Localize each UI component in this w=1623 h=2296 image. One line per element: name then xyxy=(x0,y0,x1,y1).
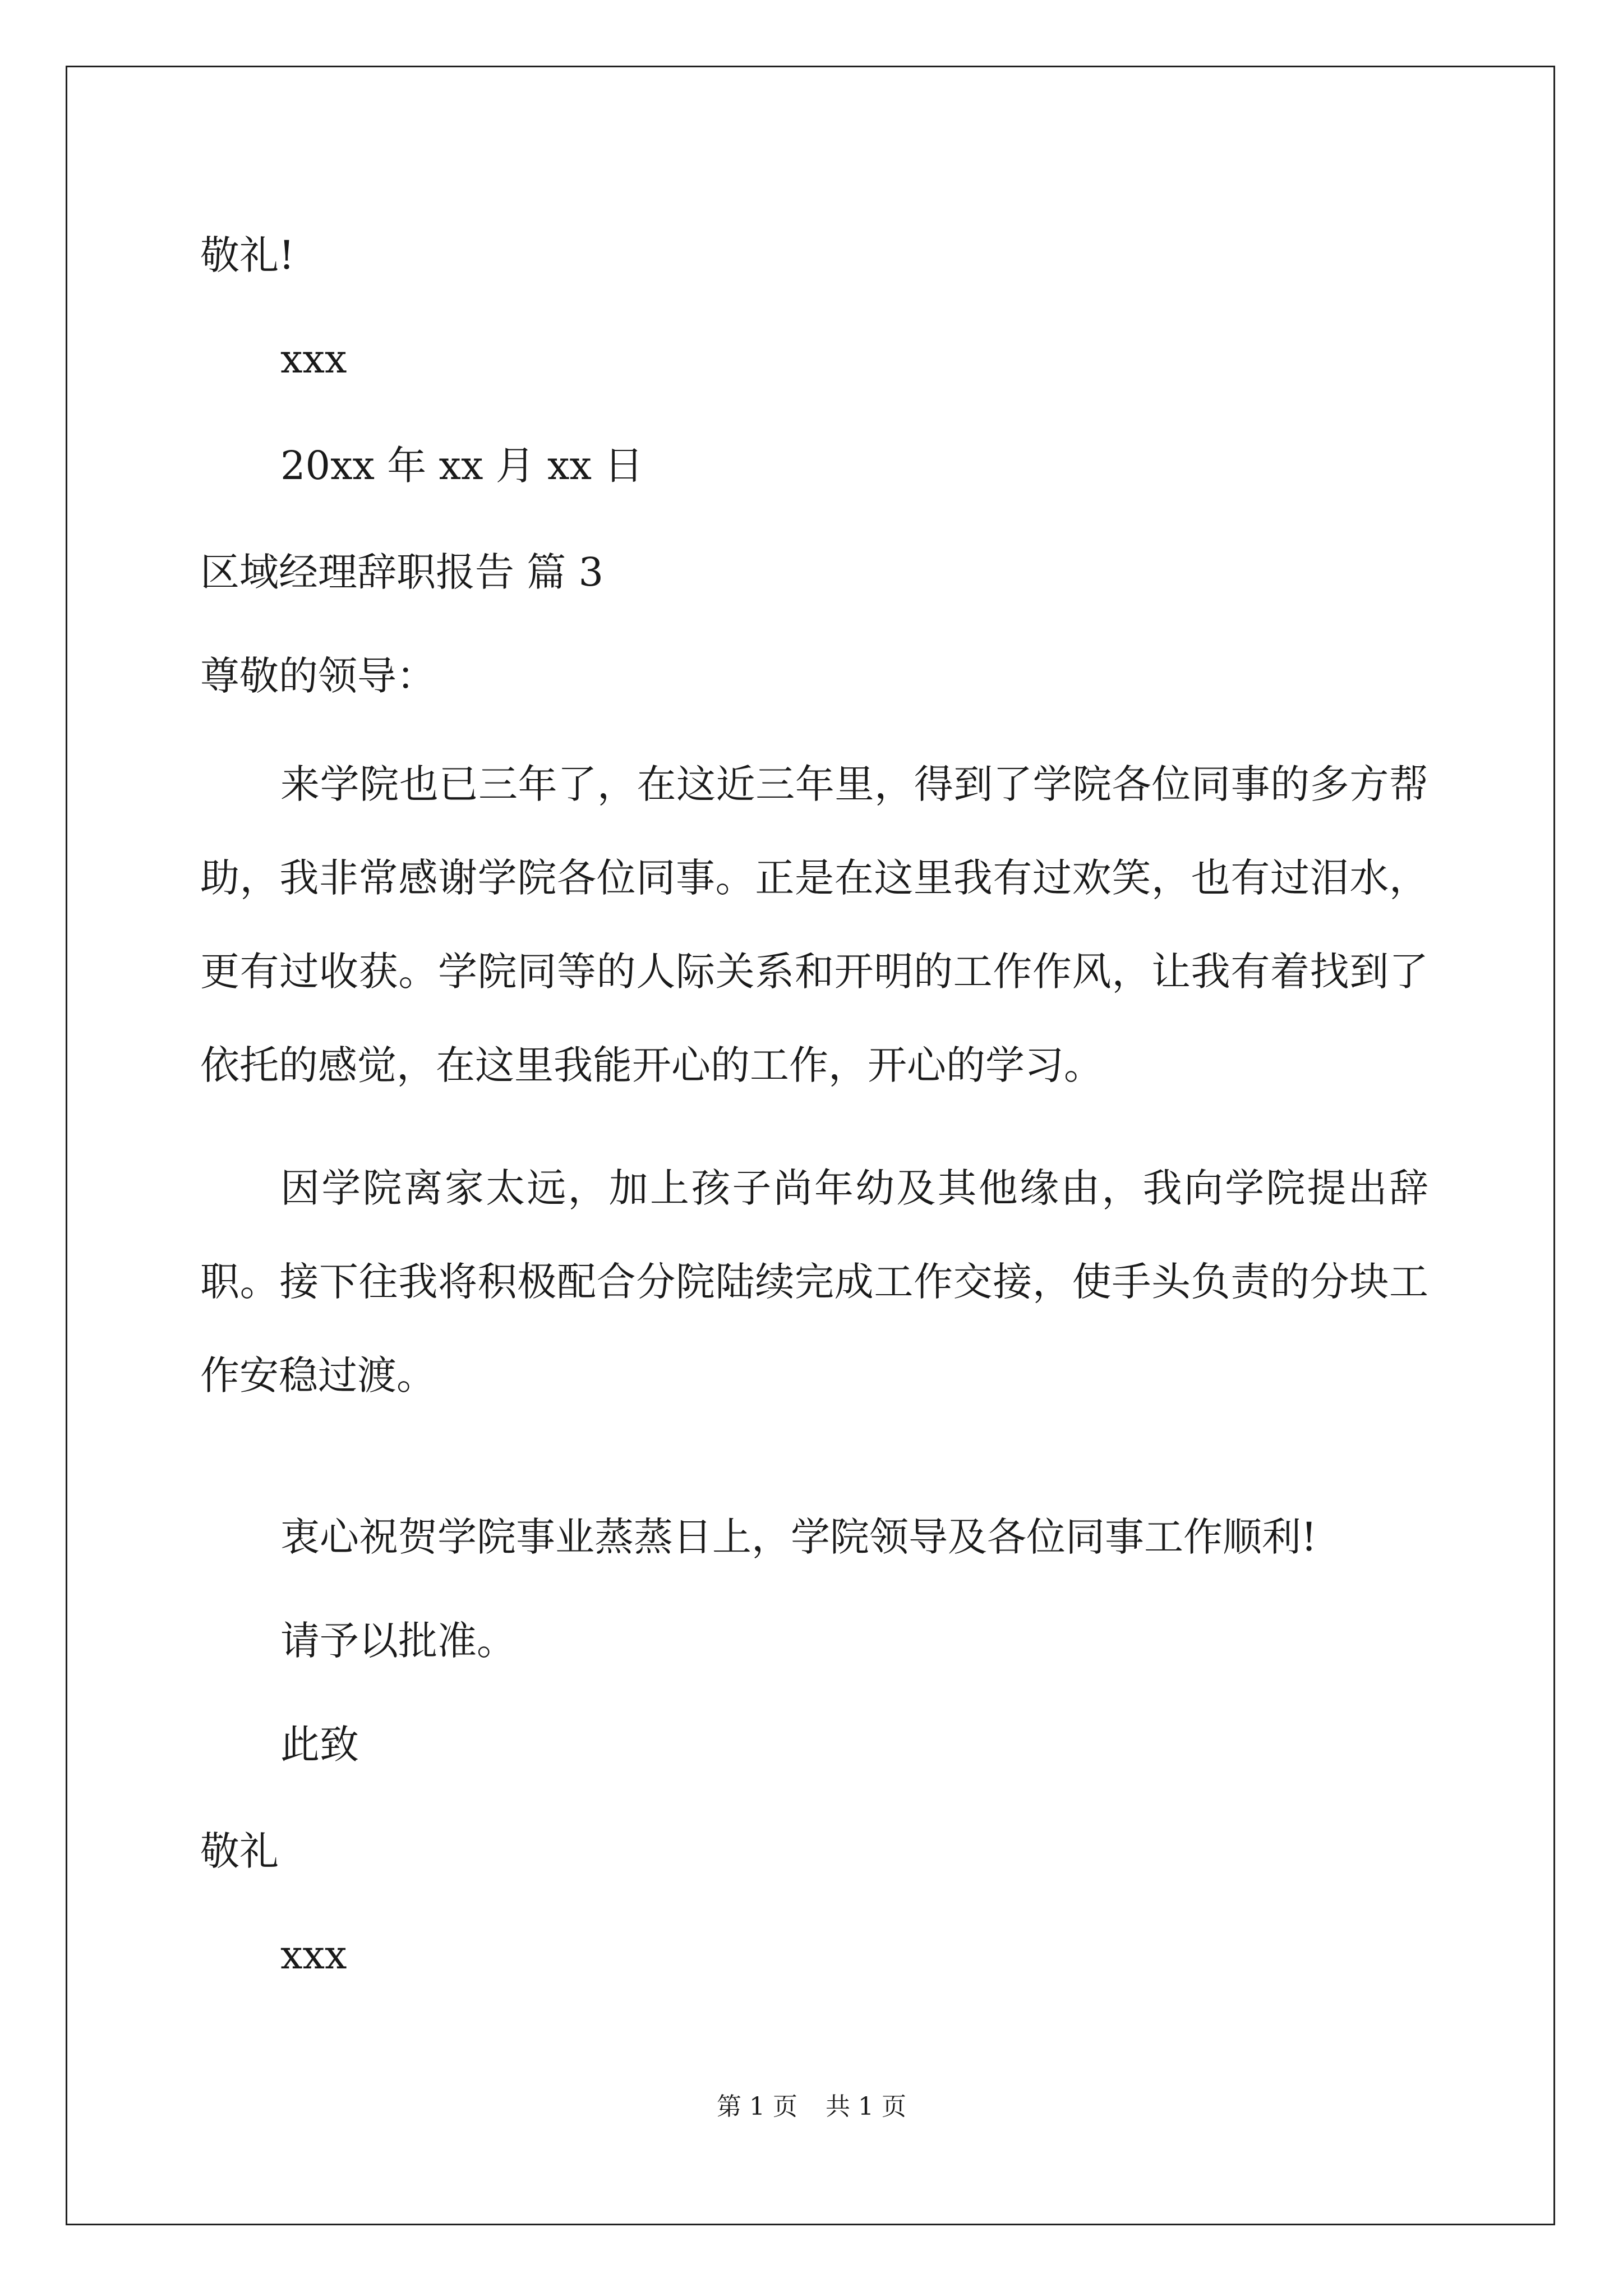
page-number-total: 共 1 页 xyxy=(826,2092,906,2121)
wish-line: 衷心祝贺学院事业蒸蒸日上，学院领导及各位同事工作顺利! xyxy=(280,1514,1317,1560)
page-number-current: 第 1 页 xyxy=(717,2092,797,2121)
signature-bottom: xxx xyxy=(280,1932,347,1978)
signature-top: xxx xyxy=(280,336,347,382)
closing-top: 敬礼! xyxy=(200,232,295,278)
salutation: 尊敬的领导： xyxy=(200,653,436,699)
body-paragraph-1: 来学院也已三年了，在这近三年里，得到了学院各位同事的多方帮助，我非常感谢学院各位同事。正是在这里我有过欢笑，也有过泪水，更有过收获。学院同等的人际关系和开明的工作作风，让我有着找到了依托的感觉，在这里我能开心的工作，开心的学习。 xyxy=(200,761,1428,1088)
section-title: 区域经理辞职报告 篇 3 xyxy=(200,549,604,595)
request-line: 请予以批准。 xyxy=(280,1618,516,1664)
closing-bottom: 敬礼 xyxy=(200,1828,279,1874)
body-paragraph-2: 因学院离家太远，加上孩子尚年幼及其他缘由，我向学院提出辞职。接下往我将积极配合分院陆续完成工作交接，使手头负责的分块工作安稳过渡。 xyxy=(200,1165,1428,1398)
page-footer xyxy=(0,2090,1623,2124)
date-line: 20xx 年 xx 月 xx 日 xyxy=(280,443,644,489)
closing-lead: 此致 xyxy=(280,1722,359,1768)
